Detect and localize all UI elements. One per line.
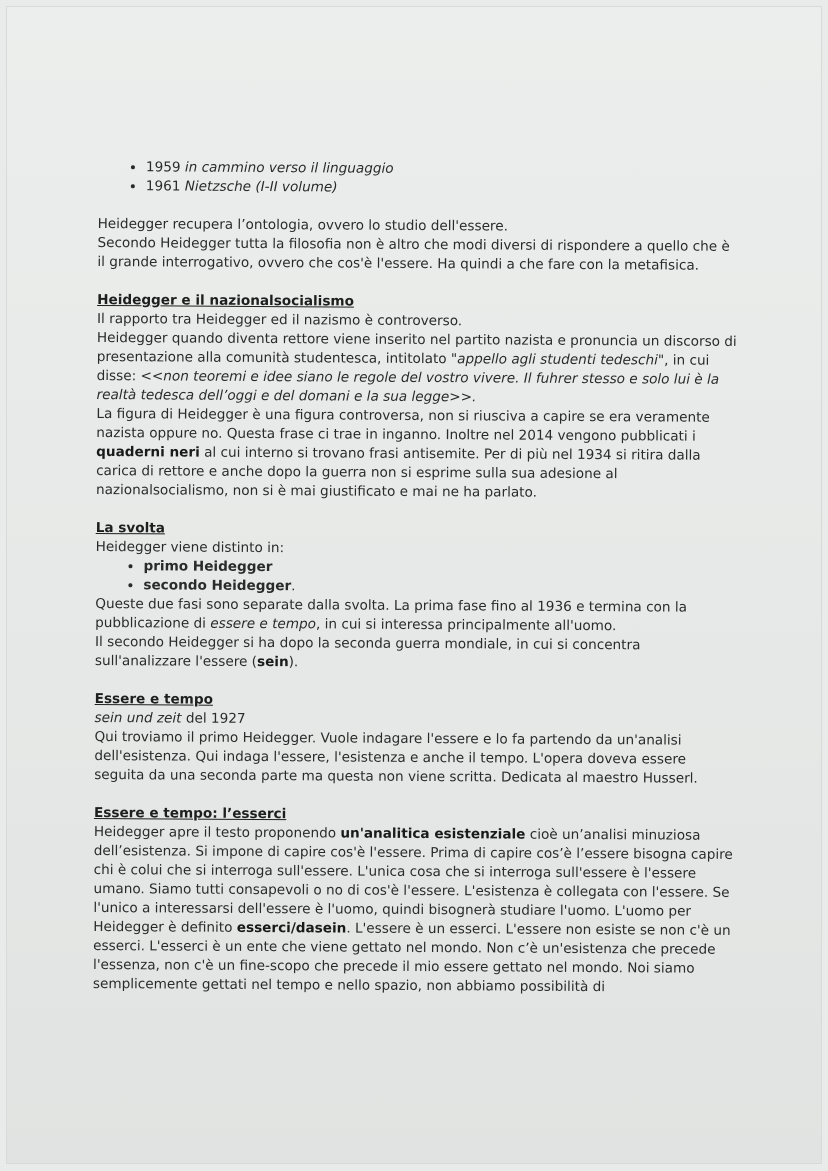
section-esserci: [93, 804, 734, 998]
paragraph: Queste due fasi sono separate dalla svolta. La prima fase fino al 1936 e termina con la pubblicazione di essere e tempo, in cui si interessa principalmente all'uomo.: [95, 595, 688, 635]
section-heading: La svolta: [95, 519, 165, 537]
intro-paragraph: Secondo Heidegger tutta la filosofia non è altro che modi diversi di rispondere a quello che è il grande interrogativo, ovvero che cos'è l'essere. Ha quindi a che fare con la metafisica.: [97, 234, 730, 274]
list-item: • 1961 Nietzsche (I-II volume): [146, 177, 738, 200]
section-heading: Heidegger e il nazionalsocialismo: [97, 291, 355, 310]
paragraph: Il rapporto tra Heidegger ed il nazismo è controverso.: [96, 310, 463, 330]
section-heading: Essere e tempo: [94, 690, 213, 708]
paragraph: Il secondo Heidegger si ha dopo la seconda guerra mondiale, in cui si concentra sull'analizzare l'essere (sein).: [94, 633, 641, 671]
paragraph: La figura di Heidegger è una figura controversa, non si riusciva a capire se era veramente nazista oppure no. Questa frase ci trae in inganno. Inoltre nel 2014 vengono pubblicati i quaderni neri al cui interno si trovano frasi antisemite. Per di più nel 1934 si ritira dalla carica di rettore e anche dopo la guerra non si esprime sulla sua adesione al nazionalsocialismo, non si è mai giustificato e mai ne ha parlato.: [95, 405, 710, 501]
paragraph: Heidegger quando diventa rettore viene inserito nel partito nazista e pronuncia un discorso di presentazione alla comunità studentesca, intitolato "appello agli studenti tedeschi", in cui disse: <<non teoremi e idee siano le regole del vostro vivere. Il fuhrer stesso e solo lui è la realtà tedesca dell’oggi e del domani e la sua legge>>.: [96, 329, 737, 406]
phases-list: [95, 557, 735, 599]
list-item: • 1959 in cammino verso il linguaggio: [146, 158, 738, 181]
list-item: • primo Heidegger: [143, 557, 735, 580]
section-nazionalsocialismo: [96, 291, 737, 504]
list-item: • secondo Heidegger.: [143, 576, 735, 599]
intro-line: Heidegger recupera l’ontologia, ovvero lo studio dell'essere.: [97, 215, 508, 235]
section-svolta: [95, 519, 736, 675]
paragraph: Heidegger apre il testo proponendo un'analitica esistenziale cioè un’analisi minuziosa dell’esistenza. Si impone di capire cos'è l'essere. Prima di capire cos’è l’essere bisogna capire chi è colui che si interroga sull'essere. L'unica cosa che si interroga sull'essere è l'essere umano. Siamo tutti consapevoli o no di cos'è l'essere. L'esistenza è collegata con l'essere. Se l'unico a interessarsi dell'essere è l'uomo, quindi bisognerà studiare l'uomo. L'uomo per Heidegger è definito esserci/dasein. L'essere è un esserci. L'essere non esiste se non c'è un esserci. L'esserci è un ente che viene gettato nel mondo. Non c’è un'esistenza che precede l'essenza, non c'è un fine-scopo che precede il mio essere gettato nel mondo. Noi siamo semplicemente gettati nel tempo e nello spazio, non abbiamo possibilità di: [92, 823, 733, 996]
section-essere-e-tempo: [94, 690, 735, 789]
section-heading: Essere e tempo: l’esserci: [93, 804, 287, 823]
document-body: [93, 158, 738, 998]
paragraph: Heidegger viene distinto in:: [95, 538, 285, 557]
paragraph: Qui troviamo il primo Heidegger. Vuole indagare l'essere e lo fa partendo da un'analisi dell'esistenza. Qui indaga l'essere, l'esistenza e anche il tempo. L'opera doveva essere seguita da una seconda parte ma questa non viene scritta. Dedicata al maestro Husserl.: [94, 728, 698, 787]
subtitle: sein und zeit del 1927: [94, 709, 246, 727]
works-list: [98, 158, 738, 200]
paper-sheet: [6, 6, 822, 1164]
